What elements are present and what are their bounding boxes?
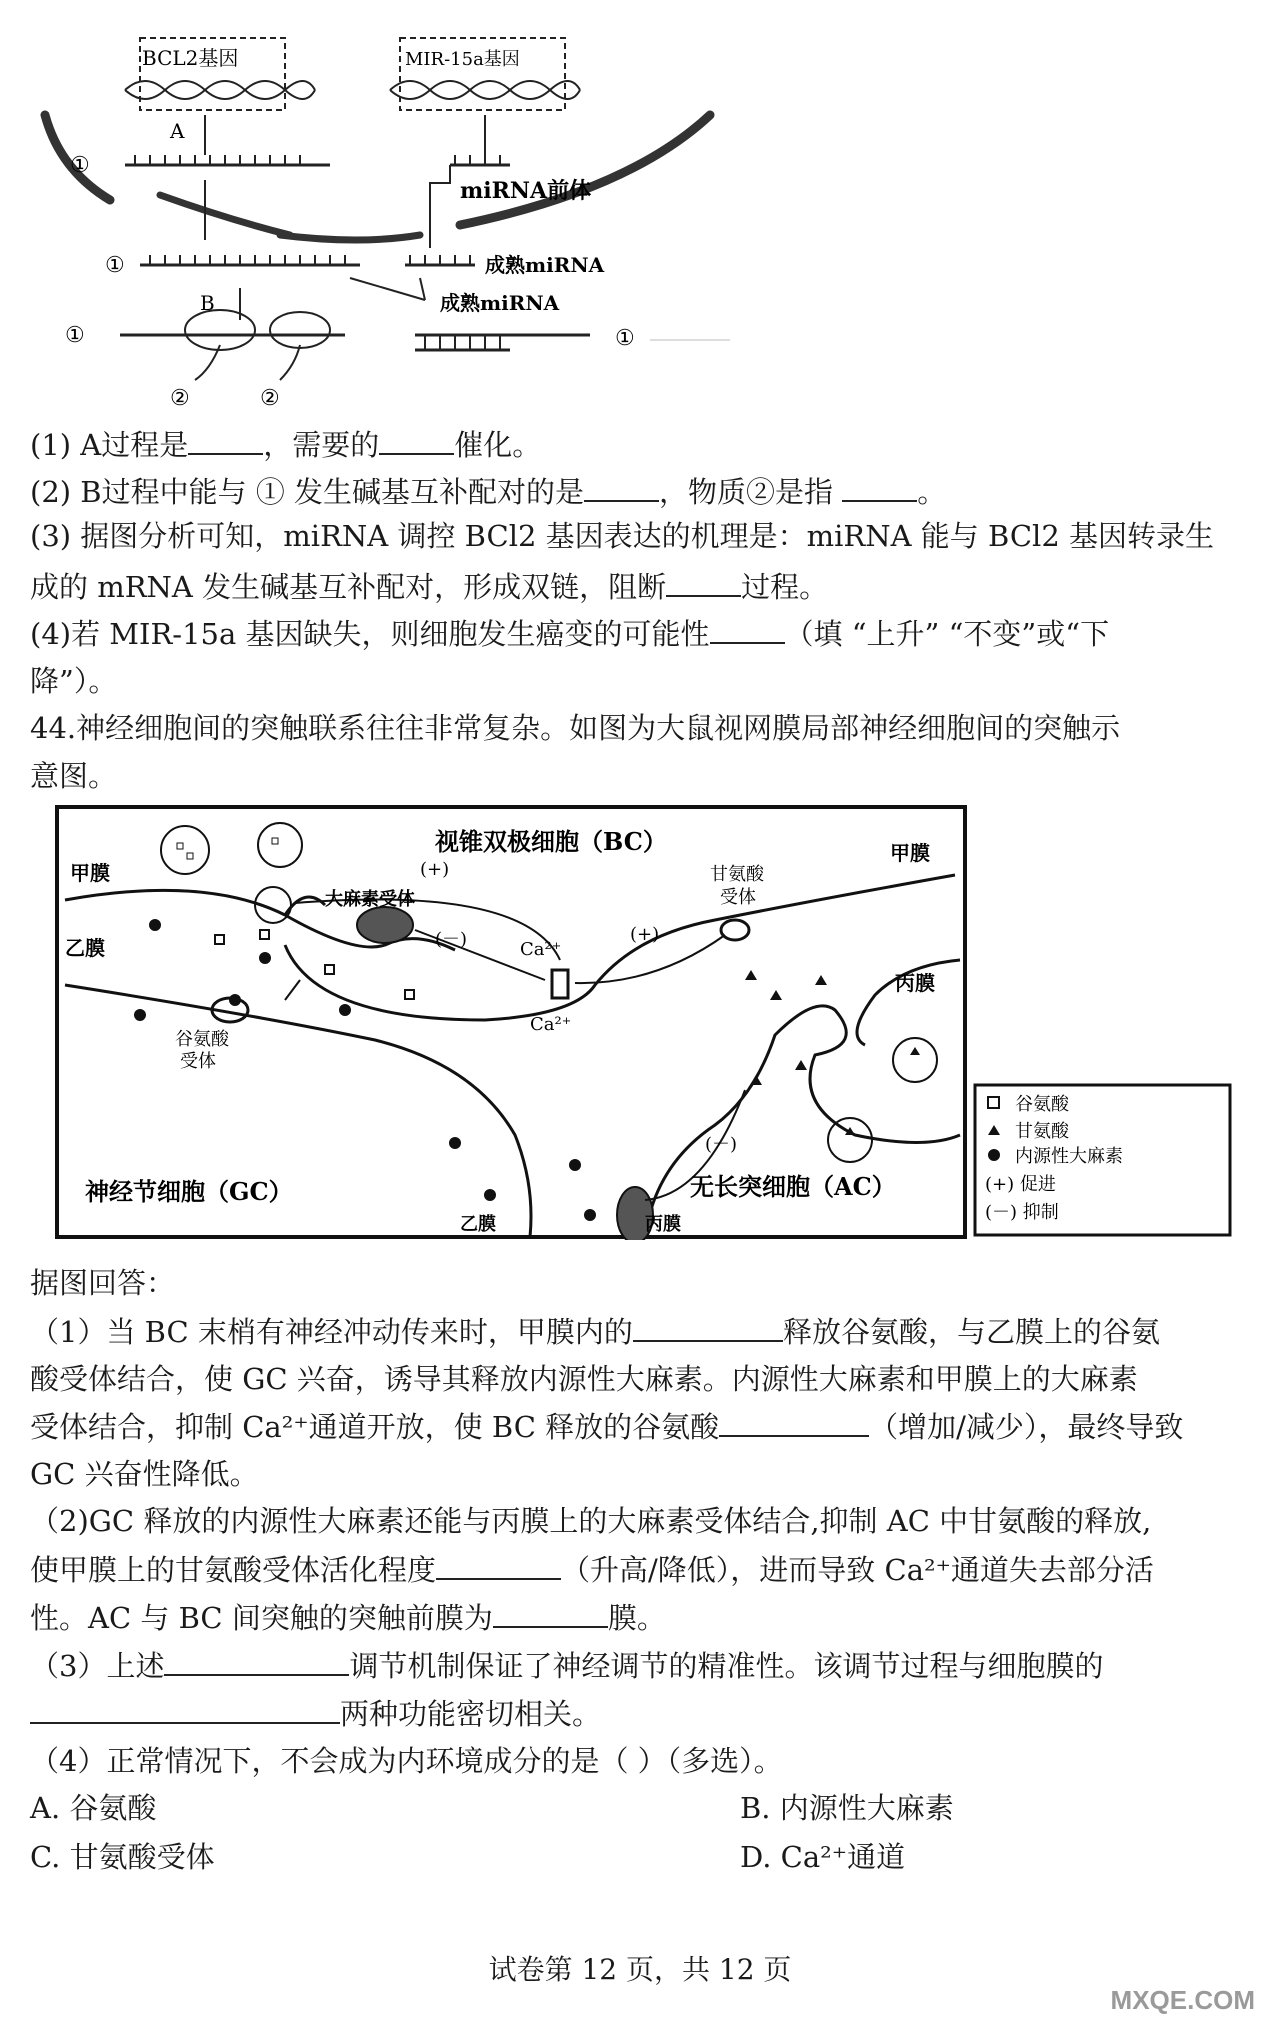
q43-line-3: (3) 据图分析可知，miRNA 调控 BCl2 基因表达的机理是：miRNA 能与 BCl2 基因转录生 bbox=[30, 519, 1214, 553]
q43-text: (4)若 MIR-15a 基因缺失，则细胞发生癌变的可能性 bbox=[30, 617, 710, 651]
q43-text: 催化。 bbox=[454, 428, 542, 462]
marker-2-right: ② bbox=[260, 386, 280, 410]
watermark: MXQE.COM bbox=[1110, 1985, 1255, 2015]
answer-p3-line-1 bbox=[30, 1644, 1250, 1687]
legend-glutamate: 谷氨酸 bbox=[1015, 1094, 1069, 1115]
bcl2-gene-label: BCL2基因 bbox=[142, 46, 239, 70]
q43-line-1 bbox=[30, 423, 1250, 466]
answer-text: （增加/减少），最终导致 bbox=[869, 1410, 1184, 1444]
marker-2-left: ② bbox=[170, 386, 190, 410]
legend-inhibit: (－) 抑制 bbox=[985, 1202, 1059, 1223]
legend-glycine: 甘氨酸 bbox=[1015, 1121, 1069, 1142]
answer-p4: （4）正常情况下，不会成为内环境成分的是（ ）（多选）。 bbox=[30, 1744, 783, 1778]
answer-lead: 据图回答： bbox=[30, 1266, 176, 1300]
bc-title: 视锥双极细胞（BC） bbox=[435, 827, 667, 856]
answer-p1-line-2: 酸受体结合，使 GC 兴奋，诱导其释放内源性大麻素。内源性大麻素和甲膜上的大麻素 bbox=[30, 1362, 1138, 1396]
answer-blank[interactable] bbox=[633, 1310, 783, 1342]
answer-text: （1）当 BC 末梢有神经冲动传来时，甲膜内的 bbox=[30, 1315, 633, 1349]
membrane-yi-left: 乙膜 bbox=[65, 936, 105, 960]
answer-blank[interactable] bbox=[842, 470, 917, 502]
q43-text: 成的 mRNA 发生碱基互补配对，形成双链，阻断 bbox=[30, 570, 667, 604]
mature-mirna-label-2: 成熟miRNA bbox=[440, 291, 560, 315]
calcium-label-bottom: Ca²⁺ bbox=[530, 1014, 572, 1035]
option-a: A. 谷氨酸 bbox=[30, 1791, 157, 1825]
membrane-bing-bottom: 丙膜 bbox=[645, 1214, 681, 1235]
option-d: D. Ca²⁺通道 bbox=[740, 1840, 906, 1874]
ac-label: 无长突细胞（AC） bbox=[690, 1172, 896, 1201]
answer-text: 两种功能密切相关。 bbox=[340, 1697, 602, 1731]
mature-mirna-label-1: 成熟miRNA bbox=[485, 253, 605, 277]
q43-text: （填 “上升” “不变”或“下 bbox=[784, 617, 1110, 651]
glutamate-receptor-label-1: 谷氨酸 bbox=[175, 1029, 229, 1050]
answer-text: 膜。 bbox=[607, 1601, 666, 1635]
q43-line-6: 降”）。 bbox=[30, 664, 118, 698]
answer-text: （3）上述 bbox=[30, 1649, 165, 1683]
q43-text: 。 bbox=[917, 475, 947, 509]
answer-text: （升高/降低），进而导致 Ca²⁺通道失去部分活 bbox=[561, 1553, 1154, 1587]
answer-p2-line-1: （2)GC 释放的内源性大麻素还能与丙膜上的大麻素受体结合,抑制 AC 中甘氨酸的释放, bbox=[30, 1504, 1152, 1538]
answer-p1-line-1 bbox=[30, 1310, 1250, 1353]
answer-blank[interactable] bbox=[710, 612, 785, 644]
glutamate-receptor-label-2: 受体 bbox=[180, 1051, 216, 1072]
marker-1-right: ① bbox=[615, 326, 635, 351]
membrane-bing-right: 丙膜 bbox=[895, 971, 935, 995]
answer-text: 受体结合，抑制 Ca²⁺通道开放，使 BC 释放的谷氨酸 bbox=[30, 1410, 720, 1444]
cannabinoid-receptor-label: 大麻素受体 bbox=[325, 889, 415, 910]
q44-intro-2: 意图。 bbox=[30, 759, 118, 793]
answer-blank[interactable] bbox=[379, 423, 454, 455]
answer-blank[interactable] bbox=[666, 565, 741, 597]
answer-blank[interactable] bbox=[188, 423, 263, 455]
option-b: B. 内源性大麻素 bbox=[740, 1791, 954, 1825]
page-footer: 试卷第 12 页，共 12 页 bbox=[488, 1953, 792, 1986]
answer-blank[interactable] bbox=[436, 1548, 561, 1580]
mirna-precursor-label: miRNA前体 bbox=[460, 178, 592, 204]
option-c: C. 甘氨酸受体 bbox=[30, 1840, 215, 1874]
answer-text: 调节机制保证了神经调节的精准性。该调节过程与细胞膜的 bbox=[349, 1649, 1104, 1683]
answer-p2-line-2 bbox=[30, 1548, 1250, 1591]
q43-text: 过程。 bbox=[741, 570, 829, 604]
answer-text: 使甲膜上的甘氨酸受体活化程度 bbox=[30, 1553, 437, 1587]
marker-1-top: ① bbox=[70, 153, 90, 178]
answer-text: 性。AC 与 BC 间突触的突触前膜为 bbox=[30, 1601, 493, 1635]
q43-text: ，需要的 bbox=[263, 428, 380, 462]
gc-label: 神经节细胞（GC） bbox=[85, 1177, 293, 1206]
answer-blank[interactable] bbox=[584, 470, 659, 502]
process-b-label: B bbox=[200, 291, 215, 315]
answer-p3-line-2 bbox=[30, 1692, 1250, 1735]
glycine-receptor-label-2: 受体 bbox=[720, 887, 756, 908]
mir15a-gene-label: MIR-15a基因 bbox=[405, 49, 520, 70]
answer-blank[interactable] bbox=[719, 1405, 869, 1437]
q43-line-2 bbox=[30, 470, 1250, 513]
inhibit-label-1: (－) bbox=[435, 929, 468, 950]
membrane-yi-bottom: 乙膜 bbox=[460, 1214, 496, 1235]
q43-line-4 bbox=[30, 565, 1250, 608]
q44-intro-1: 44.神经细胞间的突触联系往往非常复杂。如图为大鼠视网膜局部神经细胞间的突触示 bbox=[30, 711, 1121, 745]
membrane-jia-left: 甲膜 bbox=[70, 861, 110, 885]
legend-promote: (+) 促进 bbox=[985, 1174, 1056, 1195]
promote-label-2: (+) bbox=[630, 924, 660, 945]
membrane-jia-right: 甲膜 bbox=[890, 841, 930, 865]
promote-label-1: (+) bbox=[420, 859, 450, 880]
inhibit-label-2: (－) bbox=[705, 1134, 738, 1155]
answer-blank[interactable] bbox=[164, 1644, 349, 1676]
marker-1-bottom: ① bbox=[65, 323, 85, 348]
process-a-label: A bbox=[170, 119, 185, 143]
q43-text: ，物质②是指 bbox=[659, 475, 834, 509]
answer-p2-line-3 bbox=[30, 1596, 1250, 1639]
glycine-receptor-label-1: 甘氨酸 bbox=[710, 864, 764, 885]
mirna-regulation-diagram bbox=[30, 20, 750, 410]
marker-1-middle: ① bbox=[105, 253, 125, 278]
answer-text: 释放谷氨酸，与乙膜上的谷氨 bbox=[782, 1315, 1160, 1349]
answer-blank[interactable] bbox=[493, 1596, 608, 1628]
answer-p1-line-3 bbox=[30, 1405, 1250, 1448]
answer-p1-line-4: GC 兴奋性降低。 bbox=[30, 1457, 259, 1491]
q43-text: (1) A过程是 bbox=[30, 428, 189, 462]
q43-text: (2) B过程中能与 ① 发生碱基互补配对的是 bbox=[30, 475, 585, 509]
synapse-diagram bbox=[55, 805, 1235, 1240]
q43-line-5 bbox=[30, 612, 1250, 655]
calcium-label-top: Ca²⁺ bbox=[520, 939, 562, 960]
legend-endocannabinoid: 内源性大麻素 bbox=[1015, 1146, 1123, 1167]
answer-blank[interactable] bbox=[30, 1692, 340, 1724]
